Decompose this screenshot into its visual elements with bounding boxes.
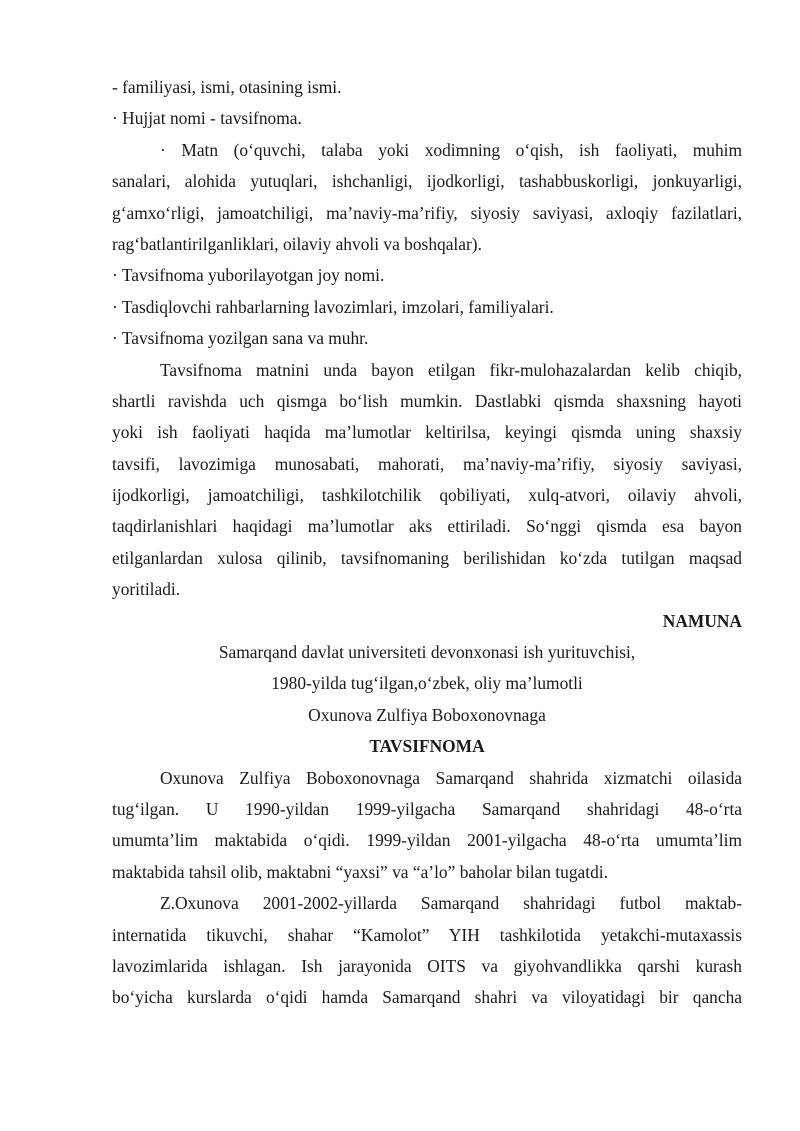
addressee-line: Samarqand davlat universiteti devonxonasi ish yurituvchisi, — [218, 642, 636, 663]
text-line: taqdirlanishlari haqidagi ma’lumotlar aks ettiriladi. So‘nggi qismda esa bayon — [112, 516, 742, 537]
text-line: etilganlardan xulosa qilinib, tavsifnomaning berilishidan ko‘zda tutilgan maqsad — [112, 547, 742, 568]
text-line: tavsifi, lavozimiga munosabati, mahorati, ma’naviy-ma’rifiy, siyosiy saviyasi, — [112, 453, 742, 474]
text-line: lavozimlarida ishlagan. Ish jarayonida OITS va giyohvandlikka qarshi kurash — [112, 955, 742, 976]
list-item-matn — [112, 135, 742, 261]
text-line: bo‘yicha kurslarda o‘qidi hamda Samarqand shahri va viloyatidagi bir qancha — [112, 987, 742, 1008]
list-item-familiyasi: - familiyasi, ismi, otasining ismi. — [112, 77, 342, 97]
text-line: Z.Oxunova 2001-2002-yillarda Samarqand shahridagi futbol maktab- — [160, 893, 742, 914]
text-line: tug‘ilgan. U 1990-yildan 1999-yilgacha Samarqand shahridagi 48-o‘rta — [112, 798, 742, 819]
document-title: TAVSIFNOMA — [369, 736, 485, 757]
sample-label: NAMUNA — [662, 610, 742, 631]
list-item-rahbarlar: · Tasdiqlovchi rahbarlarning lavozimlari, imzolari, familiyalari. — [112, 296, 554, 317]
structure-paragraph — [112, 355, 742, 606]
text-line: Tavsifnoma matnini unda bayon etilgan fikr-mulohazalardan kelib chiqib, — [160, 359, 742, 380]
text-line: internatida tikuvchi, shahar “Kamolot” YIH tashkilotida yetakchi-mutaxassis — [112, 924, 742, 945]
addressee-line: 1980-yilda tug‘ilgan,o‘zbek, oliy ma’lumotli — [271, 673, 583, 694]
text-line: ijodkorligi, jamoatchiligi, tashkilotchilik qobiliyati, xulq-atvori, oilaviy ahvoli, — [112, 485, 742, 506]
list-item-sana-muhr: · Tavsifnoma yozilgan sana va muhr. — [112, 328, 369, 349]
list-item-joy-nomi: · Tavsifnoma yuborilayotgan joy nomi. — [112, 265, 385, 286]
text-line: yoki ish faoliyati haqida ma’lumotlar keltirilsa, keyingi qismda uning shaxsiy — [112, 422, 742, 443]
list-item-hujjat-nomi: · Hujjat nomi - tavsifnoma. — [112, 108, 302, 129]
text-line: umumta’lim maktabida o‘qidi. 1999-yildan 2001-yilgacha 48-o‘rta umumta’lim — [112, 830, 742, 851]
text-line: g‘amxo‘rligi, jamoatchiligi, ma’naviy-ma’rifiy, siyosiy saviyasi, axloqiy fazilatlari, — [112, 202, 742, 223]
addressee-name: Oxunova Zulfiya Boboxonovnaga — [308, 704, 546, 725]
text-line: Oxunova Zulfiya Boboxonovnaga Samarqand shahrida xizmatchi oilasida — [160, 767, 742, 788]
body-paragraph-2 — [112, 888, 742, 1014]
text-line: yoritiladi. — [112, 579, 181, 600]
document-page — [112, 72, 742, 1014]
text-line: maktabida tahsil olib, maktabni “yaxsi” va “a’lo” baholar bilan tugatdi. — [112, 861, 608, 882]
text-line: sanalari, alohida yutuqlari, ishchanligi, ijodkorligi, tashabbuskorligi, jonkuyarligi, — [112, 171, 742, 192]
text-line: rag‘batlantirilganliklari, oilaviy ahvoli va boshqalar). — [112, 233, 482, 254]
text-line: shartli ravishda uch qismga bo‘lish mumkin. Dastlabki qismda shaxsning hayoti — [112, 390, 742, 411]
text-line: · Matn (o‘quvchi, talaba yoki xodimning o‘qish, ish faoliyati, muhim — [160, 139, 742, 160]
body-paragraph-1 — [112, 763, 742, 889]
